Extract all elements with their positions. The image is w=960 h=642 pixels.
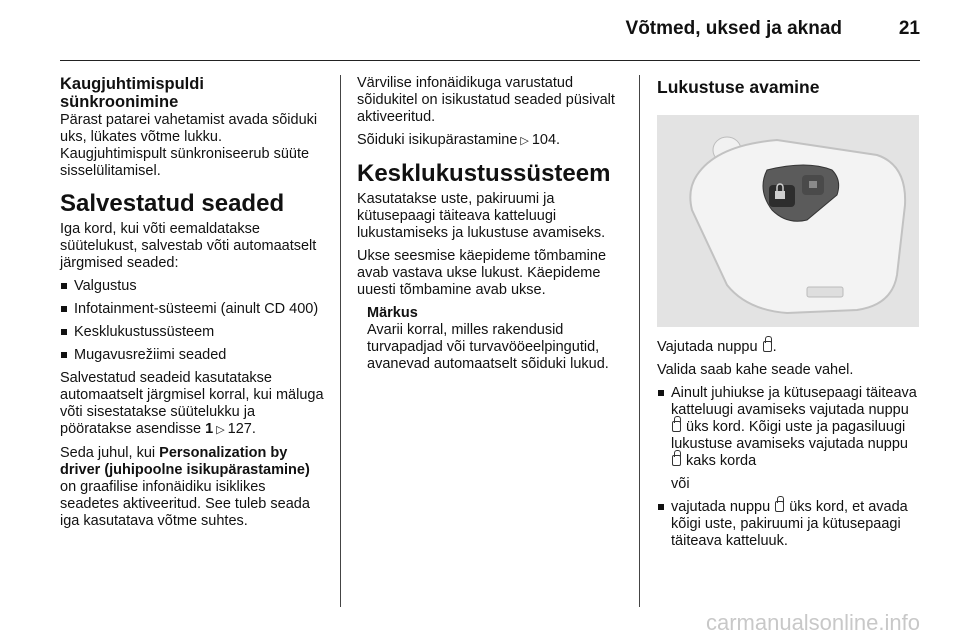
personalization-menu-label: Personalization by driver (juhipoolne isikupärastamine)	[60, 445, 310, 478]
note-title: Märkus	[367, 305, 418, 321]
saved-settings-list	[60, 278, 325, 364]
color-display-text: Värvilise infonäidikuga varustatud sõidukitel on isikustatud seaded püsivalt aktiveeritud.	[357, 75, 615, 125]
column-1	[60, 75, 325, 536]
press-button-text: Vajutada nuppu .	[657, 339, 777, 355]
unlock-icon	[672, 455, 681, 466]
remote-key-illustration	[657, 115, 919, 327]
page-number: 21	[898, 18, 920, 39]
note-box	[367, 305, 627, 373]
saved-settings-heading: Salvestatud seaded	[60, 190, 285, 217]
personalization-ref-text: Sõiduki isikupärastamine ▷ 104.	[357, 132, 561, 148]
page-ref[interactable]: 104.	[531, 132, 561, 148]
page-header	[0, 0, 960, 60]
column-3	[657, 75, 922, 556]
personalization-text: Seda juhul, kui Personalization by driver (juhipoolne isikupärastamine) on graafilise infonäidiku isiklikes seadetes aktiveeritud. See tuleb seada iga kasutatava võtme suhtes.	[60, 445, 310, 529]
header-rule	[60, 60, 920, 61]
chapter-title: Võtmed, uksed ja aknad	[625, 18, 842, 39]
unlock-icon	[763, 341, 772, 352]
unlock-options-list-2	[657, 499, 922, 550]
saved-intro: Iga kord, kui võti eemaldatakse süütelukust, salvestab võti automaatselt järgmised seaded:	[60, 221, 317, 271]
usage-text: Salvestatud seadeid kasutatakse automaatselt järgmisel korral, kui mäluga võti sisestatakse süütelukku ja pööratakse asendisse 1 ▷ 127.	[60, 370, 324, 437]
sync-text: Pärast patarei vahetamist avada sõiduki uks, lükates võtme lukku. Kaugjuhtimispult sünkroniseerub süüte sisselülitamisel.	[60, 112, 318, 179]
list-item: Mugavusrežiimi seaded	[60, 347, 325, 364]
or-text: või	[671, 476, 690, 492]
remote-key-image	[657, 115, 919, 327]
page-ref-arrow-icon: ▷	[216, 424, 225, 436]
two-settings-text: Valida saab kahe seade vahel.	[657, 362, 854, 378]
unlocking-heading: Lukustuse avamine	[657, 77, 820, 97]
ignition-position: 1	[205, 421, 214, 437]
page-ref[interactable]: 127.	[227, 421, 256, 437]
note-text: Avarii korral, milles rakendusid turvapadjad või turvavööeelpingutid, avanevad automaatselt sõiduki lukud.	[367, 322, 609, 372]
column-divider-1	[340, 75, 341, 607]
central-locking-text-1: Kasutatakse uste, pakiruumi ja kütusepaagi täiteava katteluugi lukustamiseks ja lukustuse avamiseks.	[357, 191, 606, 241]
column-2	[357, 75, 627, 373]
page-ref-arrow-icon: ▷	[520, 135, 529, 147]
list-item: vajutada nuppu üks kord, et avada kõigi uste, pakiruumi ja kütusepaagi täiteava katteluuk.	[657, 499, 922, 550]
sync-heading: Kaugjuhtimispuldi sünkroonimine	[60, 75, 204, 111]
central-locking-heading: Kesklukustussüsteem	[357, 160, 611, 187]
unlock-options-list	[657, 385, 922, 470]
list-item: Kesklukustussüsteem	[60, 324, 325, 341]
column-divider-2	[639, 75, 640, 607]
list-item: Infotainment-süsteemi (ainult CD 400)	[60, 301, 325, 318]
watermark: carmanualsonline.info	[705, 610, 920, 635]
unlock-icon	[775, 501, 784, 512]
unlock-icon	[672, 421, 681, 432]
central-locking-text-2: Ukse seesmise käepideme tõmbamine avab vastava ukse lukust. Käepideme uuesti tõmbamine avab ukse.	[357, 248, 607, 298]
list-item: Ainult juhiukse ja kütusepaagi täiteava katteluugi avamiseks vajutada nuppu üks kord. Kõigi uste ja pagasiluugi lukustuse avamiseks vajutada nuppu kaks korda	[657, 385, 922, 470]
list-item: Valgustus	[60, 278, 325, 295]
